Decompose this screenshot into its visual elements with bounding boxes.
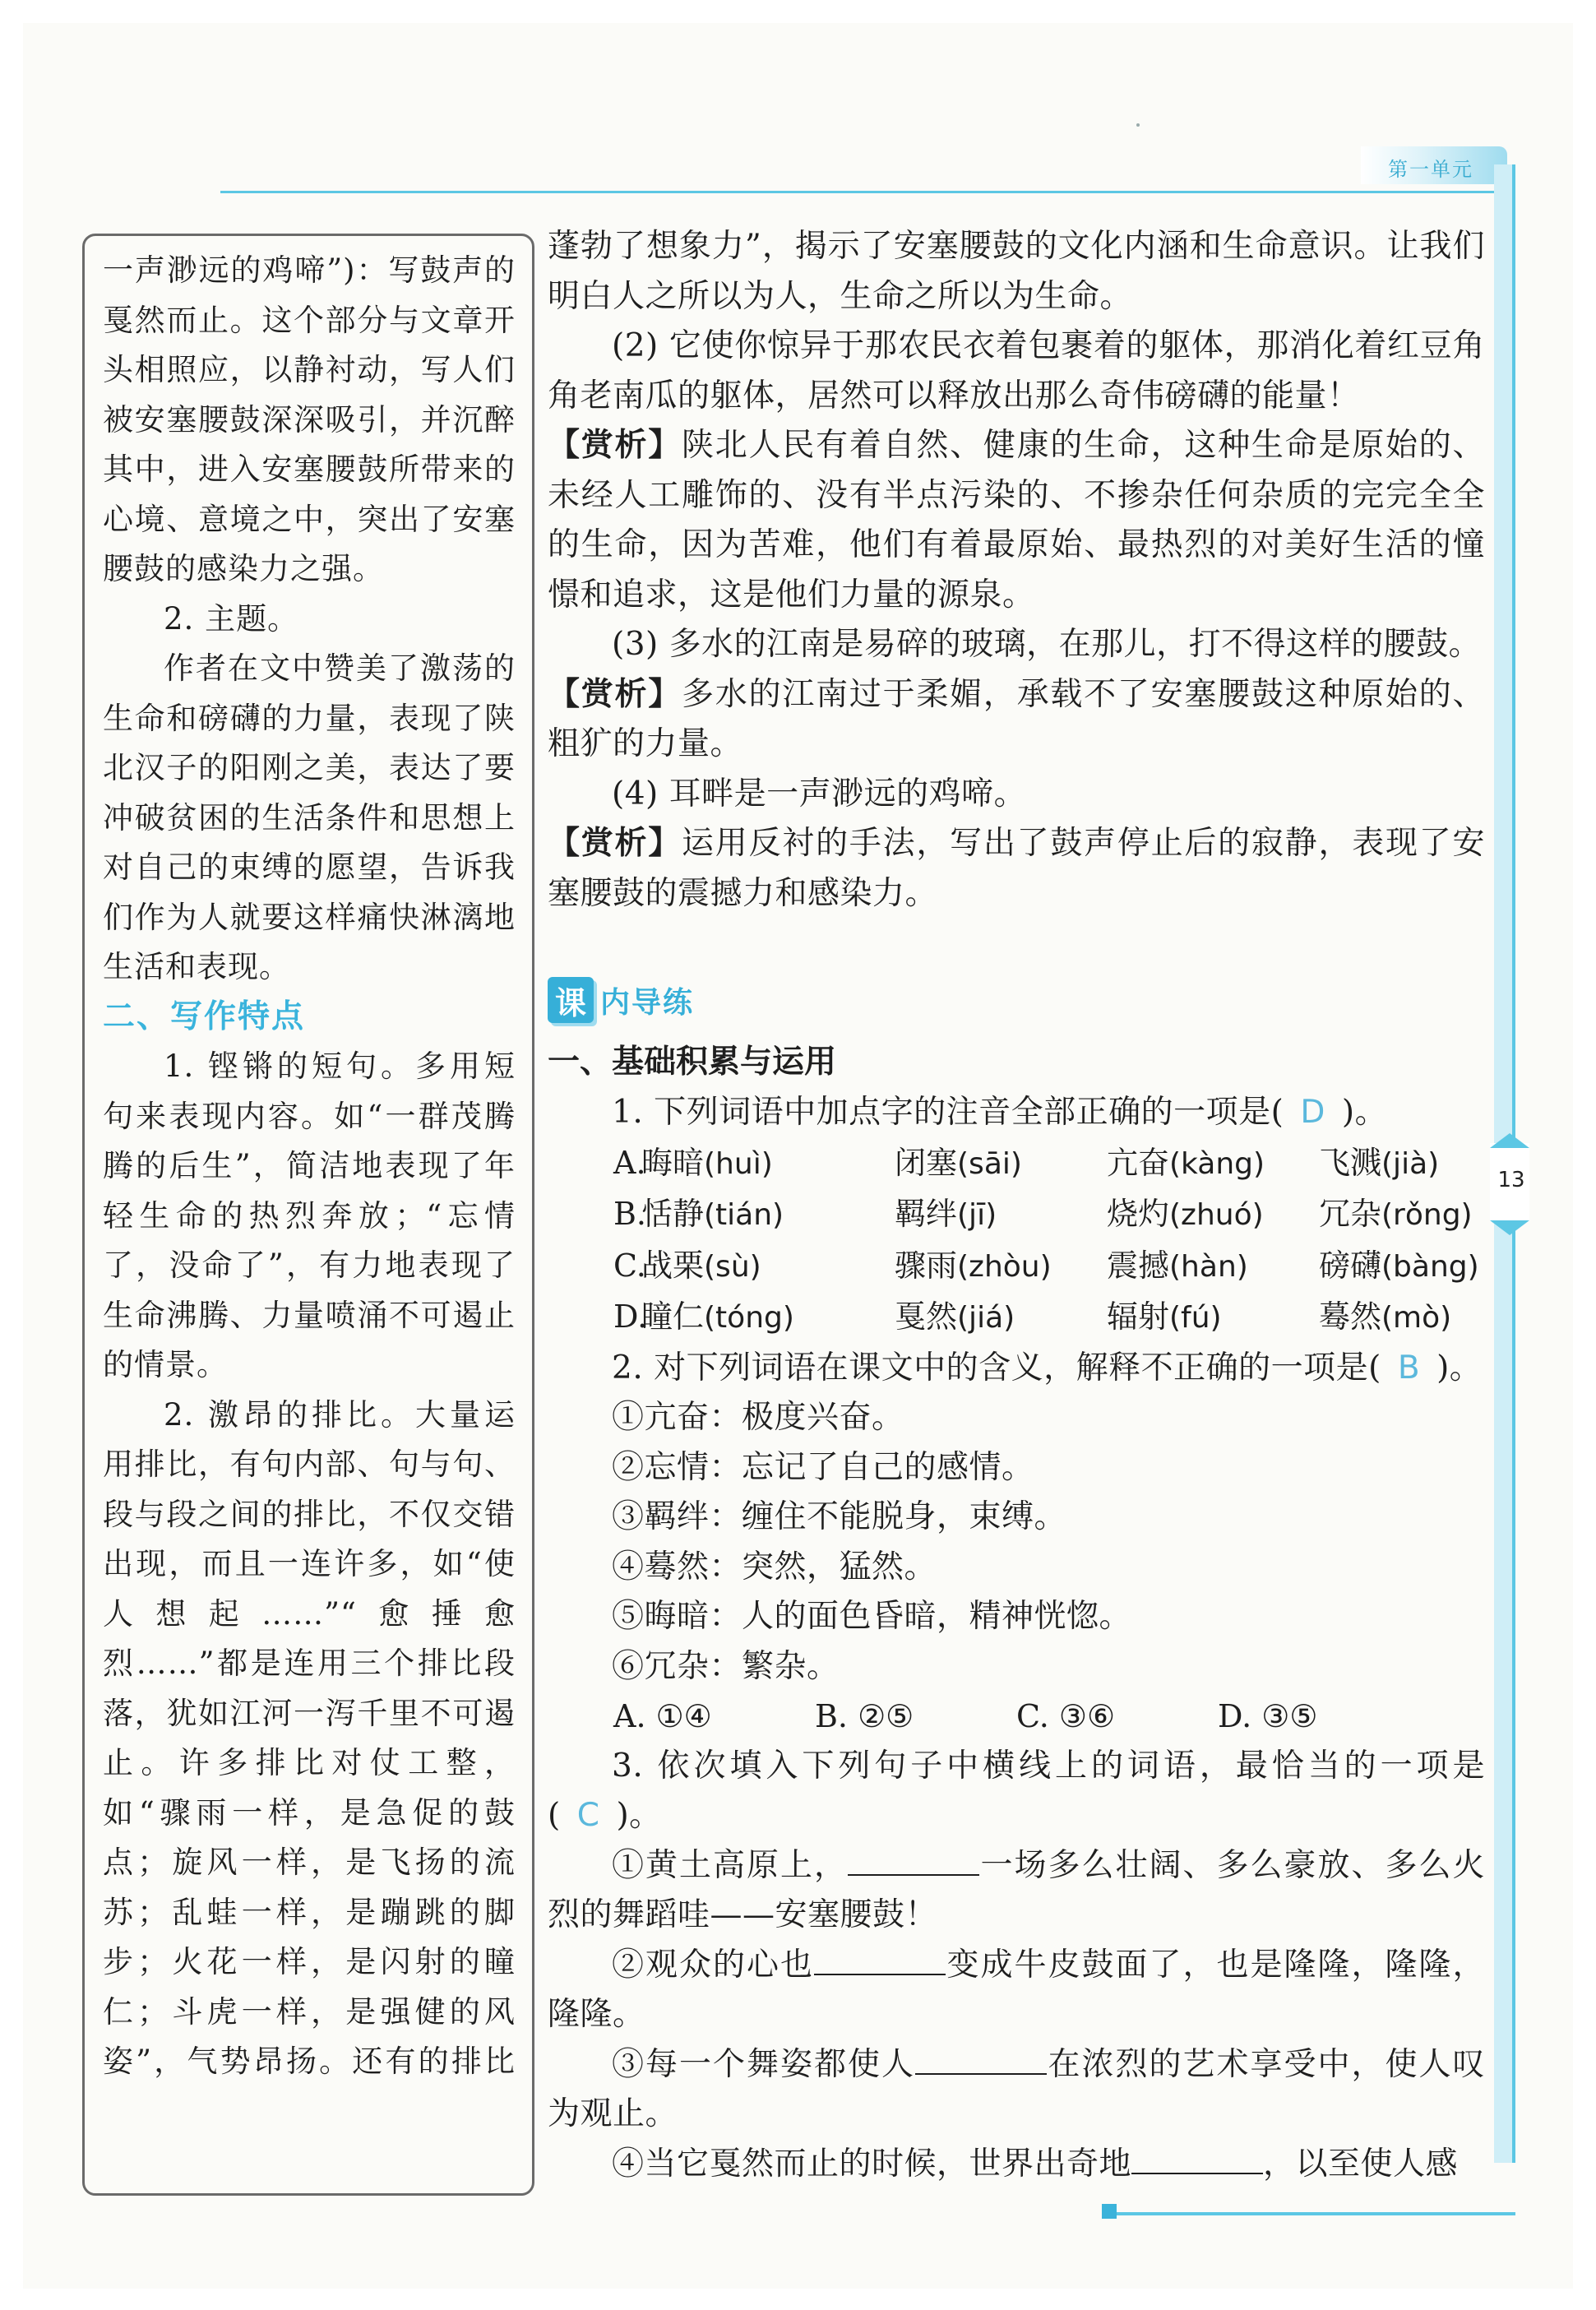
option-word: 震撼(hàn) (1107, 1247, 1248, 1284)
q2-item: ③羁绊：缠住不能脱身，束缚。 (612, 1498, 1067, 1535)
sentence-part: ，以至使人感 (1263, 2145, 1459, 2183)
option-word: 飞溅(jià) (1319, 1144, 1440, 1181)
option-word: 亢奋(kàng) (1107, 1144, 1265, 1181)
question-3 (548, 1742, 1485, 1841)
text-paragraph: 蓬勃了想象力”，揭示了安塞腰鼓的文化内涵和生命意识。让我们明白人之所以为人，生命之所以为生命。 (548, 228, 1485, 315)
answer-mark: C (576, 1797, 600, 1834)
q1-option-row (548, 1292, 1485, 1344)
option-word: 瞳仁(tóng) (641, 1299, 794, 1335)
notes-paragraph: 作者在文中赞美了激荡的生命和磅礴的力量，表现了陕北汉子的阳刚之美，表达了要冲破贫困的生活条件和思想上对自己的束缚的愿望，告诉我们作为人就要这样痛快淋漓地生活和表现。 (103, 650, 516, 984)
option-word: 蓦然(mò) (1319, 1299, 1452, 1335)
analysis-text: 陕北人民有着自然、健康的生命，这种生命是原始的、未经人工雕饰的、没有半点污染的、不掺杂任何杂质的完完全全的生命，因为苦难，他们有着最原始、最热烈的对美好生活的憧憬和追求，这是他们力量的源泉。 (548, 427, 1485, 613)
option-word: 恬静(tián) (641, 1196, 784, 1232)
question-2 (548, 1344, 1485, 1394)
option-word: 骤雨(zhòu) (895, 1247, 1052, 1284)
notes-subheading: 2. 主题。 (164, 600, 299, 637)
option-word: 战栗(sù) (641, 1247, 761, 1284)
q2-item: ⑤晦暗：人的面色昏暗，精神恍惚。 (612, 1598, 1132, 1635)
sentence-part: ④当它戛然而止的时候，世界出奇地 (612, 2145, 1132, 2183)
sentence-part: ③每一个舞姿都使人 (612, 2045, 915, 2083)
sentence-part: 一场多么壮阔、多么豪放、多么火烈的舞蹈哇——安塞腰鼓！ (548, 1846, 1485, 1933)
question-stem: 3. 依次填入下列句子中横线上的词语，最恰当的一项是( (548, 1747, 1485, 1834)
analysis-text: 运用反衬的手法，写出了鼓声停止后的寂静，表现了安塞腰鼓的震撼力和感染力。 (548, 825, 1485, 912)
question-end: )。 (1341, 1094, 1388, 1131)
option-word: 冗杂(rǒng) (1319, 1196, 1473, 1232)
question-end: )。 (1436, 1349, 1483, 1386)
header-rule (220, 191, 1497, 193)
lesson-heading (548, 971, 1485, 1029)
q2-item: ①亢奋：极度兴奋。 (612, 1399, 904, 1436)
option-letter: D. (613, 1299, 648, 1335)
quote-sentence: (3) 多水的江南是易碎的玻璃，在那儿，打不得这样的腰鼓。 (612, 626, 1482, 663)
q1-option-row (548, 1241, 1485, 1293)
option-word: 烧灼(zhuó) (1107, 1196, 1264, 1232)
section-title: 二、写作特点 (103, 998, 306, 1035)
q3-sentence (548, 1841, 1485, 1941)
choice: B. ②⑤ (815, 1698, 914, 1734)
option-word: 羁绊(jī) (895, 1196, 997, 1232)
option-word: 磅礴(bàng) (1319, 1247, 1479, 1284)
speck (1136, 123, 1140, 127)
sentence-part: 变成牛皮鼓面了，也是隆隆，隆隆，隆隆。 (548, 1946, 1485, 2033)
part-title: 一、基础积累与运用 (548, 1044, 837, 1081)
option-letter: C. (613, 1247, 646, 1284)
notes-paragraph: 一声渺远的鸡啼”)：写鼓声的戛然而止。这个部分与文章开头相照应，以静衬动，写人们被安塞腰鼓深深吸引，并沉醉其中，进入安塞腰鼓所带来的心境、意境之中，突出了安塞腰鼓的感染力之强。 (103, 252, 516, 586)
option-letter: B. (613, 1196, 647, 1232)
option-word: 晦暗(huì) (641, 1144, 773, 1181)
sentence-part: ②观众的心也 (612, 1946, 814, 1984)
main-column (548, 222, 1485, 2189)
quote-sentence: (4) 耳畔是一声渺远的鸡啼。 (612, 775, 1027, 812)
option-word: 戛然(jiá) (895, 1299, 1015, 1335)
fill-blank[interactable] (915, 2045, 1047, 2075)
choice: C. ③⑥ (1016, 1698, 1116, 1734)
analysis-text: 多水的江南过于柔媚，承载不了安塞腰鼓这种原始的、粗犷的力量。 (548, 675, 1485, 762)
choice: D. ③⑤ (1218, 1698, 1318, 1734)
question-1 (548, 1088, 1485, 1138)
fill-blank[interactable] (1131, 2145, 1263, 2174)
analysis-tag: 【赏析】 (548, 427, 682, 464)
option-word: 闭塞(sāi) (895, 1144, 1022, 1181)
fill-blank[interactable] (814, 1946, 946, 1975)
q1-option-row (548, 1138, 1485, 1190)
analysis-tag: 【赏析】 (548, 675, 682, 713)
unit-label: 第一单元 (1388, 158, 1473, 181)
answer-mark: D (1300, 1094, 1325, 1131)
answer-mark: B (1397, 1349, 1421, 1386)
footer-rule (1113, 2212, 1515, 2215)
page-number: 13 (1497, 1168, 1525, 1192)
lesson-label: 内导练 (600, 985, 695, 1020)
q2-choices (548, 1692, 1485, 1742)
q3-sentence (548, 2040, 1485, 2140)
q3-sentence (548, 1941, 1485, 2040)
notes-box (82, 234, 534, 2196)
q2-item: ⑥冗杂：繁杂。 (612, 1647, 840, 1685)
analysis-tag: 【赏析】 (548, 825, 682, 862)
sentence-part: ①黄土高原上， (612, 1846, 848, 1884)
choice: A. ①④ (613, 1698, 712, 1734)
quote-sentence: (2) 它使你惊异于那农民衣着包裹着的躯体，那消化着红豆角角老南瓜的躯体，居然可以释放出那么奇伟磅礴的能量！ (548, 327, 1485, 414)
sentence-part: 在浓烈的艺术享受中，使人叹为观止。 (548, 2045, 1485, 2132)
q1-option-row (548, 1189, 1485, 1241)
footer-square (1102, 2204, 1117, 2219)
question-stem: 2. 对下列词语在课文中的含义，解释不正确的一项是( (612, 1349, 1381, 1386)
q1-options (548, 1138, 1485, 1344)
lesson-badge: 课 (548, 977, 594, 1023)
notes-paragraph: 2. 激昂的排比。大量运用排比，有句内部、句与句、段与段之间的排比，不仅交错出现，而且一连许多，如“使人想起……”“愈捶愈烈……”都是连用三个排比段落，犹如江河一泻千里不可遏止。许多排比对仗工整，如“骤雨一样，是急促的鼓点；旋风一样，是飞扬的流苏；乱蛙一样，是蹦跳的脚步；火花一样，是闪射的瞳仁；斗虎一样，是强健的风姿”，气势昂扬。还有的排比 (103, 1396, 516, 2079)
question-stem: 1. 下列词语中加点字的注音全部正确的一项是( (612, 1094, 1284, 1131)
q3-sentence (548, 2140, 1485, 2190)
option-word: 辐射(fú) (1107, 1299, 1222, 1335)
option-letter: A. (613, 1144, 646, 1181)
notes-paragraph: 1. 铿锵的短句。多用短句来表现内容。如“一群茂腾腾的后生”，简洁地表现了年轻生命的热烈奔放；“忘情了，没命了”，有力地表现了生命沸腾、力量喷涌不可遏止的情景。 (103, 1049, 516, 1382)
q2-item: ②忘情：忘记了自己的感情。 (612, 1448, 1034, 1486)
q2-item: ④蓦然：突然，猛然。 (612, 1548, 937, 1586)
question-end: )。 (616, 1797, 662, 1834)
fill-blank[interactable] (848, 1846, 979, 1876)
